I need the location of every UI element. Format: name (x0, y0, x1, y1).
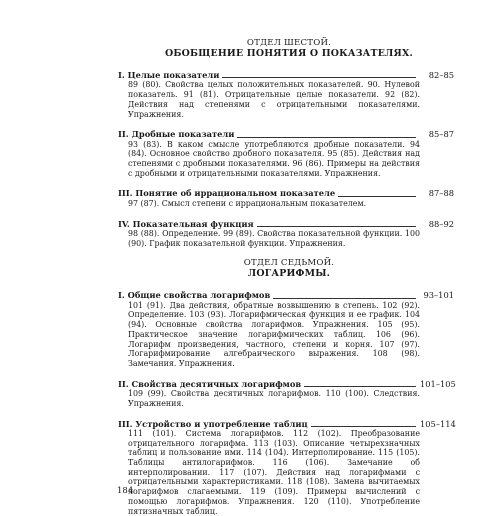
toc-entry-heading (118, 219, 454, 229)
section-contents: 101 (91). Два действия, обратные возвышению в степень. 102 (92). Определение. 103 (93). Логарифмическая функция и ее график. 104 (94). Основные свойства логарифмов. Упражнения. 105 (95). Практическое значение логарифмических таблиц. 106 (96). Логарифм произведения, частного, степени и корня. 107 (97). Логарифмирование алгебраического выражения. 108 (98). Замечания. Упражнения. (128, 301, 420, 369)
part-label: ОТДЕЛ СЕДЬМОЙ. (124, 258, 454, 268)
section-contents: 98 (88). Определение. 99 (89). Свойства показательной функции. 100 (90). График показательной функции. Упражнения. (128, 229, 420, 248)
leader-rule (257, 226, 416, 227)
toc-section (118, 379, 454, 409)
part-heading: ЛОГАРИФМЫ. (124, 268, 454, 279)
section-title: II. Дробные показатели (118, 129, 234, 139)
page-range: 87–88 (420, 188, 454, 198)
page-range: 101–105 (420, 379, 454, 389)
section-contents: 111 (101). Система логарифмов. 112 (102). Преобразование отрицательного логарифма. 113 (103). Описание четырехзначных таблиц и пользование ими. 114 (104). Интерполирование. 115 (105). Таблицы антилогарифмов. 116 (106). Замечание об интерполировании. 117 (107). Действия над логарифмами с отрицательными характеристиками. 118 (108). Замена вычитаемых логарифмов слагаемыми. 119 (109). Примеры вычислений с помощью логарифмов. Упражнения. 120 (110). Употребление пятизначных таблиц. (128, 429, 420, 516)
leader-rule (237, 137, 416, 138)
leader-rule (311, 426, 416, 427)
section-title: I. Общие свойства логарифмов (118, 290, 270, 300)
toc-section (118, 70, 454, 119)
toc-section (118, 219, 454, 249)
toc-entry-heading (118, 129, 454, 139)
page-range: 105–114 (420, 419, 454, 429)
section-contents: 93 (83). В каком смысле употребляются дробные показатели. 94 (84). Основное свойство дробного показателя. 95 (85). Действия над степенями с дробными показателями. 96 (86). Примеры на действия с дробными и отрицательными показателями. Упражнения. (128, 140, 420, 179)
section-title: III. Устройство и употребление таблиц (118, 419, 308, 429)
section-title: III. Понятие об иррациональном показателе (118, 188, 335, 198)
leader-rule (304, 386, 416, 387)
section-contents: 109 (99). Свойства десятичных логарифмов. 110 (100). Следствия. Упражнения. (128, 389, 420, 408)
toc-entry-heading (118, 419, 454, 429)
leader-rule (273, 298, 416, 299)
page-range: 93–101 (420, 290, 454, 300)
section-title: I. Целые показатели (118, 70, 219, 80)
section-contents: 97 (87). Смысл степени с иррациональным показателем. (128, 199, 420, 209)
leader-rule (338, 196, 416, 197)
section-title: IV. Показательная функция (118, 219, 254, 229)
toc-entry-heading (118, 70, 454, 80)
toc-section (118, 188, 454, 208)
toc-section (118, 129, 454, 178)
page-number: 184 (117, 486, 133, 496)
toc-entry-heading (118, 188, 454, 198)
part-label: ОТДЕЛ ШЕСТОЙ. (124, 38, 454, 48)
page-range: 88–92 (420, 219, 454, 229)
section-title: II. Свойства десятичных логарифмов (118, 379, 301, 389)
part-heading: ОБОБЩЕНИЕ ПОНЯТИЯ О ПОКАЗАТЕЛЯХ. (124, 48, 454, 59)
page-range: 82–85 (420, 70, 454, 80)
toc-section (118, 419, 454, 516)
toc-entry-heading (118, 290, 454, 300)
toc-entry-heading (118, 379, 454, 389)
page-range: 85–87 (420, 129, 454, 139)
section-contents: 89 (80). Свойства целых положительных показателей. 90. Нулевой показатель. 91 (81). Отрицательные целые показатели. 92 (82). Действия над степенями с отрицательными показателями. Упражнения. (128, 80, 420, 119)
leader-rule (222, 77, 416, 78)
toc-section (118, 290, 454, 368)
